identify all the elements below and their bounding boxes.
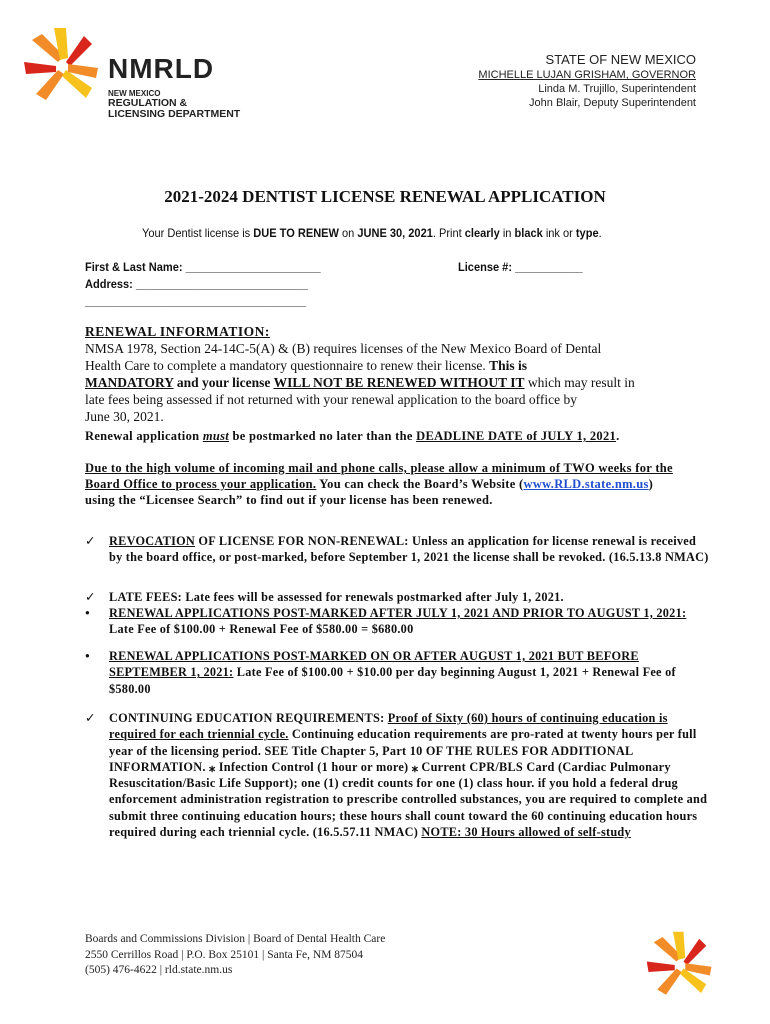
footer-address: 2550 Cerrillos Road | P.O. Box 25101 | Santa Fe, NM 87504 <box>85 948 364 961</box>
renewal-line: June 30, 2021. <box>85 409 164 424</box>
postmark-text: . <box>616 429 620 443</box>
due-text: Your Dentist license is <box>142 226 254 240</box>
fee-after-august-text <box>109 648 709 697</box>
superintendent-name: Linda M. Trujillo, Superintendent <box>538 83 696 95</box>
list-item-late-fees <box>85 589 725 605</box>
renewal-line: NMSA 1978, Section 24-14C-5(A) & (B) requires licenses of the New Mexico Board of Dental <box>85 341 602 356</box>
state-header <box>478 52 696 110</box>
brand-block <box>108 55 240 120</box>
ce-label: CONTINUING EDUCATION REQUIREMENTS: <box>109 711 388 725</box>
late-fees-text: LATE FEES: Late fees will be assessed for renewals postmarked after July 1, 2021. <box>109 590 564 604</box>
list-item-continuing-education <box>85 710 725 870</box>
rld-website-link[interactable]: www.RLD.state.nm.us <box>523 477 649 491</box>
renewal-line: late fees being assessed if not returned with your renewal application to the board office by <box>85 392 577 407</box>
ce-body: Continuing education requirements are pro-rated at twenty hours per full year of the licensing period. SEE Title Chapter 5, Part 10 OF THE RULES FOR ADDITIONAL INFORMATION. ⁎ Infection Control (1 hour or more) ⁎ Current CPR/BLS Card (Cardiac Pulmonary Resuscitation/Basic Life Support); one (1) credit counts for one (1) class hour. if you hold a federal drug enforcement administration registration to prescribe controlled substances, you are required to complete and submit three continuing education hours; these hours shall count toward the 60 continuing education hours required during each triennial cycle. (16.5.57.11 NMAC) <box>109 727 708 840</box>
due-emphasis: type <box>575 226 599 240</box>
renewal-warning: WILL NOT BE RENEWED WITHOUT IT <box>273 375 525 390</box>
due-emphasis: clearly <box>464 226 500 240</box>
ce-requirement: Proof of Sixty (60) hours of continuing education is required for each triennial cycle. <box>109 711 668 742</box>
processing-text: ) using the “Licensee Search” to find out if your license has been renewed. <box>85 477 654 507</box>
bullet-icon: ● <box>85 651 91 660</box>
revocation-label: REVOCATION <box>109 534 196 548</box>
renewal-line <box>85 374 685 391</box>
fee-before-august-label: RENEWAL APPLICATIONS POST-MARKED AFTER JULY 1, 2021 AND PRIOR TO AUGUST 1, 2021: <box>109 606 687 620</box>
footer-division: Boards and Commissions Division | Board of Dental Health Care <box>85 933 386 945</box>
address-field-line2[interactable]: ____________________________________ <box>85 294 307 308</box>
revocation-text <box>109 533 709 566</box>
due-emphasis: black <box>514 226 543 240</box>
postmark-text: Renewal application <box>85 429 203 443</box>
license-number-field[interactable]: License #: ___________ <box>458 260 583 274</box>
governor-name: MICHELLE LUJAN GRISHAM, GOVERNOR <box>478 69 696 81</box>
list-item-fee-after-august <box>85 648 725 696</box>
postmark-must: must <box>202 429 230 443</box>
footer-contact: (505) 476-4622 | rld.state.nm.us <box>85 964 233 976</box>
check-icon: ✓ <box>85 711 96 725</box>
renewal-emphasis: This is <box>489 358 528 373</box>
due-text: on <box>338 226 358 240</box>
due-text: in <box>499 226 515 240</box>
nmrld-footer-logo-icon <box>645 930 715 1000</box>
check-icon: ✓ <box>85 534 96 548</box>
due-date: JUNE 30, 2021 <box>357 226 433 240</box>
renewal-mandatory: MANDATORY <box>85 375 174 390</box>
processing-warning: Due to the high volume of incoming mail and phone calls, please allow a minimum of TWO weeks for the Board Office to process your application. <box>85 461 673 491</box>
address-field[interactable]: Address: ____________________________ <box>85 277 308 291</box>
brand-sub-state: NEW MEXICO <box>108 89 161 98</box>
postmark-text: be postmarked no later than the <box>229 429 417 443</box>
fee-after-august-label: RENEWAL APPLICATIONS POST-MARKED ON OR AFTER AUGUST 1, 2021 BUT BEFORE SEPTEMBER 1, 2021: <box>109 649 639 680</box>
deputy-superintendent-name: John Blair, Deputy Superintendent <box>529 97 696 109</box>
renewal-information <box>85 323 685 425</box>
due-text: ink or <box>542 226 576 240</box>
page-title: 2021-2024 DENTIST LICENSE RENEWAL APPLICATION <box>164 187 606 206</box>
continuing-education-text <box>109 710 709 840</box>
state-name: STATE OF NEW MEXICO <box>545 52 696 67</box>
due-text: . <box>598 226 602 240</box>
list-item-fee-before-august <box>85 605 725 637</box>
postmark-deadline <box>85 428 685 444</box>
due-date-line <box>142 226 602 240</box>
bullet-icon: ● <box>85 608 91 617</box>
brand-name: NMRLD <box>108 53 215 84</box>
renewal-text: Health Care to complete a mandatory questionnaire to renew their license. <box>85 358 490 373</box>
due-emphasis: DUE TO RENEW <box>253 226 339 240</box>
brand-sub-regulation: REGULATION & <box>108 97 188 109</box>
deadline-date: DEADLINE DATE of JULY 1, 2021 <box>416 429 617 443</box>
renewal-text: which may result in <box>524 375 635 390</box>
check-icon: ✓ <box>85 590 96 604</box>
renewal-emphasis: and your license <box>173 375 274 390</box>
ce-self-study-note: NOTE: 30 Hours allowed of self-study <box>421 825 631 840</box>
nmrld-logo-icon <box>22 26 102 106</box>
brand-sub-licensing: LICENSING DEPARTMENT <box>108 108 241 120</box>
revocation-body: OF LICENSE FOR NON-RENEWAL: Unless an application for license renewal is received by the board office, or post-marked, before September 1, 2021 the license shall be revoked. (16.5.13.8 NMAC) <box>109 534 709 565</box>
footer <box>85 932 385 979</box>
processing-text: You can check the Board’s Website ( <box>316 477 524 491</box>
renewal-line <box>85 357 685 374</box>
renewal-heading: RENEWAL INFORMATION: <box>85 324 270 339</box>
fee-before-august-body: Late Fee of $100.00 + Renewal Fee of $580.00 = $680.00 <box>109 622 414 637</box>
name-field[interactable]: First & Last Name: ______________________ <box>85 260 321 274</box>
due-text: . Print <box>432 226 465 240</box>
fee-after-august-body: Late Fee of $100.00 + $10.00 per day beginning August 1, 2021 + Renewal Fee of $580.00 <box>109 665 676 696</box>
fee-before-august-text <box>109 605 709 638</box>
list-item-revocation <box>85 533 725 581</box>
processing-notice <box>85 460 685 508</box>
